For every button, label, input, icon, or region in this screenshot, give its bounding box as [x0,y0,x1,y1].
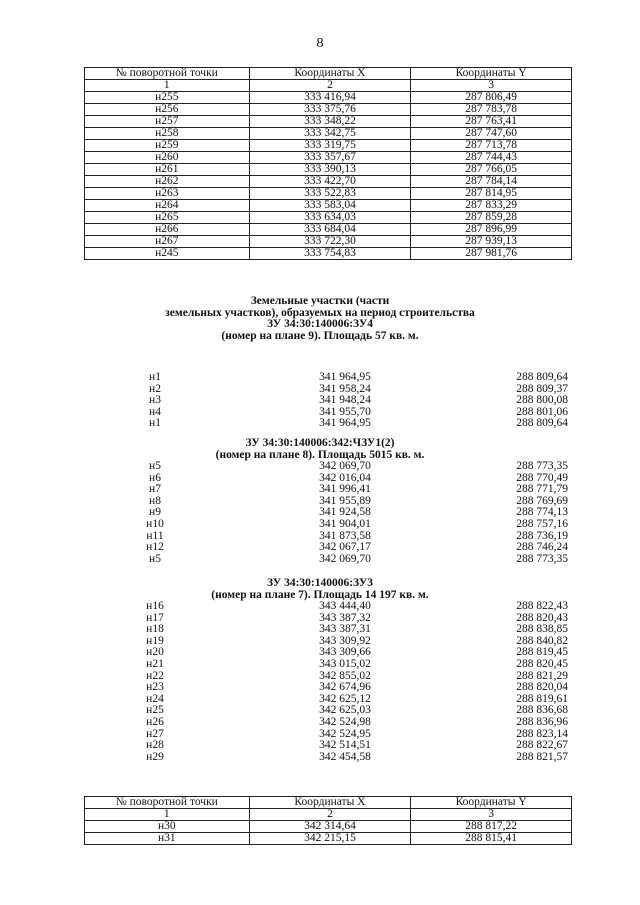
coordinate-x: 342 625,03 [319,704,371,717]
coordinate-y-cell: 288 815,41 [411,833,572,845]
list-item [0,519,640,530]
coordinate-y-cell: 287 783,78 [411,104,572,116]
table-row [85,116,572,128]
table-row [85,164,572,176]
point-number: н29 [146,750,164,763]
point-number: н12 [146,541,164,554]
coordinate-x: 343 309,92 [319,634,371,647]
table-row [85,224,572,236]
list-item [0,407,640,418]
point-number-cell: н266 [85,224,250,236]
list-item [0,647,640,658]
coordinate-y-cell: 287 859,28 [411,212,572,224]
point-number-cell: н258 [85,128,250,140]
table-row [85,176,572,188]
point-number-cell: н31 [85,833,250,845]
coordinate-y-cell: 287 806,49 [411,92,572,104]
table-row [85,833,572,845]
list-item [0,473,640,484]
coordinate-y: 288 819,61 [516,692,568,705]
coordinate-y-cell: 287 833,29 [411,200,572,212]
coordinate-y: 288 823,14 [516,727,568,740]
point-number: н11 [146,529,164,542]
point-number: н9 [149,506,161,519]
coordinate-x: 342 514,51 [319,739,371,752]
coordinate-y: 288 746,24 [516,541,568,554]
point-number-cell: н255 [85,92,250,104]
coordinate-y: 288 773,35 [516,552,568,565]
column-header-x: Координаты X [249,797,411,809]
list-item [0,601,640,612]
coordinate-y: 288 840,82 [516,634,568,647]
heading-line: ЗУ 34:30:140006:ЗУ4 [266,318,374,330]
list-item [0,418,640,429]
point-number: н23 [146,681,164,694]
coordinate-x-cell: 333 684,04 [249,224,411,236]
table-row [85,236,572,248]
coordinate-x-cell: 333 416,94 [249,92,411,104]
coordinate-y: 288 773,35 [516,460,568,472]
coordinate-x-cell: 333 319,75 [249,140,411,152]
list-item [0,671,640,682]
coordinate-y-cell: 287 747,60 [411,128,572,140]
section-heading-chzu1 [0,438,640,461]
list-item [0,752,640,763]
list-item [0,484,640,495]
list-item [0,384,640,395]
column-number-3: 3 [411,80,572,92]
point-number: н10 [146,518,164,530]
coordinate-y: 288 800,08 [516,394,568,407]
column-number-2: 2 [249,809,411,821]
coordinate-y-cell: 287 763,41 [411,116,572,128]
section-heading-zu3 [0,578,640,601]
table-row [85,104,572,116]
table-row [85,212,572,224]
coordinate-y-cell: 287 766,05 [411,164,572,176]
coordinate-x: 342 674,96 [319,681,371,694]
coordinate-y: 288 836,96 [516,716,568,728]
point-number: н3 [149,394,161,407]
list-item [0,682,640,693]
point-number: н27 [146,727,164,740]
coordinate-y-cell: 287 744,43 [411,152,572,164]
point-number: н22 [146,669,164,682]
coordinate-y: 288 769,69 [516,494,568,507]
coordinate-x: 341 924,58 [319,506,371,519]
coordinate-y-cell: 287 713,78 [411,140,572,152]
point-number: н28 [146,739,164,752]
coordinate-y: 288 822,43 [516,600,568,612]
coordinate-y: 288 819,45 [516,646,568,659]
coordinate-y: 288 809,64 [516,371,568,383]
coordinate-x-cell: 333 422,70 [249,176,411,188]
coordinate-y: 288 821,57 [516,750,568,763]
point-number: н1 [149,371,161,383]
coordinate-y: 288 736,19 [516,529,568,542]
column-header-y: Координаты Y [411,68,572,80]
list-item [0,740,640,751]
column-number-1: 1 [85,80,250,92]
coordinate-x-cell: 342 314,64 [249,821,411,833]
list-item [0,531,640,542]
table-row [85,140,572,152]
list-item [0,461,640,472]
coordinate-x: 343 015,02 [319,658,371,670]
list-item [0,659,640,670]
page-number: 8 [316,36,324,51]
point-number: н24 [146,692,164,705]
coordinate-x: 342 067,17 [319,541,371,554]
coordinate-x-cell: 333 722,30 [249,236,411,248]
point-number-cell: н264 [85,200,250,212]
point-number-cell: н263 [85,188,250,200]
coordinate-x: 342 016,04 [319,471,371,484]
heading-line: ЗУ 34:30:140006:ЗУ3 [266,577,374,589]
point-number: н18 [146,623,164,636]
coordinate-y-cell: 287 814,95 [411,188,572,200]
point-number: н20 [146,646,164,659]
table-row [85,128,572,140]
coordinate-x-cell: 333 357,67 [249,152,411,164]
coordinate-x-cell: 333 754,83 [249,248,411,260]
coordinate-x: 341 904,01 [319,518,371,530]
coordinates-table-top [84,67,572,260]
point-number: н17 [146,611,164,624]
column-header-x: Координаты X [249,68,411,80]
column-header-point: № поворотной точки [85,68,250,80]
coordinate-x: 342 454,58 [319,750,371,763]
list-item [0,636,640,647]
coordinates-table-bottom [84,796,572,845]
heading-line: ЗУ 34:30:140006:342:ЧЗУ1(2) [245,437,395,449]
coordinate-y: 288 757,16 [516,518,568,530]
coordinate-x: 341 955,70 [319,405,371,418]
point-number: н5 [149,460,161,472]
coordinate-y: 288 770,49 [516,471,568,484]
coordinate-x: 341 958,24 [319,382,371,395]
heading-line: Земельные участки (части [250,295,390,307]
column-number-3: 3 [411,809,572,821]
list-item [0,694,640,705]
heading-line: (номер на плане 9). Площадь 57 кв. м. [221,329,419,342]
coordinate-y: 288 822,67 [516,739,568,752]
coordinate-y: 288 821,29 [516,669,568,682]
point-number: н8 [149,494,161,507]
coordinate-y-cell: 287 981,76 [411,248,572,260]
coordinate-x: 342 524,95 [319,727,371,740]
coordinate-y-cell: 287 939,13 [411,236,572,248]
list-item [0,542,640,553]
table-header-row [85,797,572,809]
point-number-cell: н267 [85,236,250,248]
table-row [85,152,572,164]
coordinate-x: 341 964,95 [319,371,371,383]
point-number: н7 [149,483,161,496]
coordinate-x: 341 955,89 [319,494,371,507]
coordinate-y: 288 838,85 [516,623,568,636]
point-number: н1 [149,417,161,430]
coordinate-y-cell: 287 784,14 [411,176,572,188]
list-item [0,717,640,728]
point-number-cell: н262 [85,176,250,188]
table-header-row [85,68,572,80]
coordinate-x: 343 444,40 [319,600,371,612]
table-row [85,92,572,104]
list-item [0,705,640,716]
point-number: н25 [146,704,164,717]
list-item [0,613,640,624]
coordinate-y: 288 809,64 [516,417,568,430]
point-number-cell: н259 [85,140,250,152]
list-item [0,496,640,507]
column-number-1: 1 [85,809,250,821]
coordinate-x: 343 309,66 [319,646,371,659]
coordinate-y-cell: 287 896,99 [411,224,572,236]
coordinate-x-cell: 333 375,76 [249,104,411,116]
coordinate-y-cell: 288 817,22 [411,821,572,833]
coordinate-y: 288 820,04 [516,681,568,694]
coordinate-y: 288 820,45 [516,658,568,670]
list-item [0,554,640,565]
coordinate-x-cell: 333 583,04 [249,200,411,212]
coordinate-x: 343 387,31 [319,623,371,636]
coordinate-y: 288 771,79 [516,483,568,496]
list-item [0,729,640,740]
coordinate-x-cell: 333 390,13 [249,164,411,176]
table-row [85,821,572,833]
point-number: н26 [146,716,164,728]
table-row [85,248,572,260]
point-number-cell: н256 [85,104,250,116]
heading-line: (номер на плане 7). Площадь 14 197 кв. м. [211,588,429,601]
coordinate-x: 342 069,70 [319,460,371,472]
point-number: н5 [149,552,161,565]
coordinate-x: 342 855,02 [319,669,371,682]
coordinate-x-cell: 333 342,75 [249,128,411,140]
column-header-point: № поворотной точки [85,797,250,809]
point-number: н16 [146,600,164,612]
coordinate-y: 288 836,68 [516,704,568,717]
coordinate-y: 288 774,13 [516,506,568,519]
list-item [0,507,640,518]
table-column-numbers-row [85,809,572,821]
coordinate-x-cell: 333 348,22 [249,116,411,128]
coordinate-x: 341 996,41 [319,483,371,496]
column-header-y: Координаты Y [411,797,572,809]
point-number: н19 [146,634,164,647]
point-number-cell: н245 [85,248,250,260]
point-number: н2 [149,382,161,395]
point-number: н6 [149,471,161,484]
heading-line: земельных участков), образуемых на период строительства [165,306,475,319]
coordinate-x-cell: 333 522,83 [249,188,411,200]
table-row [85,200,572,212]
coordinate-x: 342 069,70 [319,552,371,565]
column-number-2: 2 [249,80,411,92]
list-item [0,372,640,383]
point-number: н21 [146,658,164,670]
point-number-cell: н30 [85,821,250,833]
coordinate-x: 341 964,95 [319,417,371,430]
list-item [0,624,640,635]
heading-line: (номер на плане 8). Площадь 5015 кв. м. [215,448,425,461]
coordinate-x: 342 524,98 [319,716,371,728]
point-number-cell: н265 [85,212,250,224]
coordinate-x: 341 948,24 [319,394,371,407]
coordinate-x: 343 387,32 [319,611,371,624]
point-number: н4 [149,405,161,418]
coordinate-x-cell: 333 634,03 [249,212,411,224]
table-row [85,188,572,200]
section-heading-zu4 [0,296,640,342]
table-column-numbers-row [85,80,572,92]
coordinate-x-cell: 342 215,15 [249,833,411,845]
coordinate-y: 288 809,37 [516,382,568,395]
point-number-cell: н261 [85,164,250,176]
coordinate-y: 288 820,43 [516,611,568,624]
coordinate-x: 342 625,12 [319,692,371,705]
point-number-cell: н260 [85,152,250,164]
coordinate-y: 288 801,06 [516,405,568,418]
coordinate-x: 341 873,58 [319,529,371,542]
list-item [0,395,640,406]
point-number-cell: н257 [85,116,250,128]
